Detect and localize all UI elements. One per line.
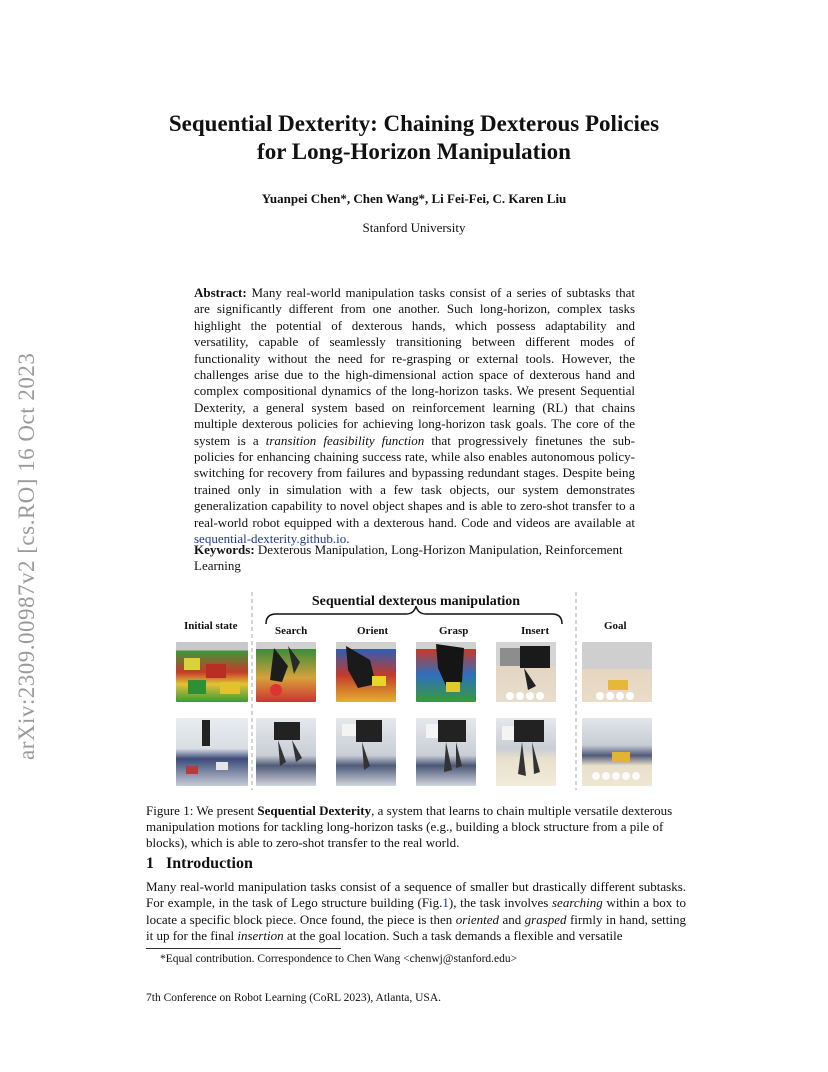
intro-emph-insertion: insertion [237, 928, 284, 944]
real-grasp-image [416, 718, 476, 786]
figure-header: Sequential dexterous manipulation [311, 594, 521, 609]
title-line-1: Sequential Dexterity: Chaining Dexterous Policies [168, 111, 660, 136]
keywords [194, 542, 635, 575]
footnote: *Equal contribution. Correspondence to Chen Wang <chenwj@stanford.edu> [160, 953, 518, 965]
arxiv-stamp: arXiv:2309.00987v2 [cs.RO] 16 Oct 2023 [14, 352, 39, 760]
real-insert-image [496, 718, 556, 786]
caption-prefix: Figure 1: We present [146, 803, 258, 818]
intro-paragraph [146, 879, 686, 945]
figure-caption [146, 803, 686, 851]
author-list: Yuanpei Chen*, Chen Wang*, Li Fei-Fei, C. Karen Liu [261, 191, 567, 206]
project-link[interactable]: sequential-dexterity.github.io [194, 531, 347, 547]
sim-orient-image [336, 642, 396, 702]
abstract-emphasis: transition feasibility function [265, 432, 425, 448]
abstract-text-2: that progressively finetunes the sub-policies for enhancing chaining success rate, while also enables autonomous policy-switching for recovery from failures and bypassing redundant stages. Despite being trained only in simulation with a few task objects, our system demonstrates generalization capability to novel object shapes and is able to zero-shot transfer to a real-world robot equipped with a dexterous hand. Code and videos are available at [194, 432, 635, 530]
real-search-image [256, 718, 316, 786]
stage-label-orient: Orient [357, 625, 389, 637]
stage-label-insert: Insert [521, 625, 550, 637]
intro-text-4: and [499, 911, 525, 927]
paper-title [0, 110, 828, 166]
intro-emph-searching: searching [551, 895, 603, 911]
real-orient-image [336, 718, 396, 786]
sim-grasp-image [416, 642, 476, 702]
stage-label-search: Search [275, 625, 308, 637]
intro-emph-grasped: grasped [524, 911, 567, 927]
goal-label: Goal [604, 620, 627, 632]
real-initial-state-image [176, 718, 248, 786]
footnote-rule [146, 948, 341, 949]
intro-text-3: within a box to locate a specific block piece. Once found, the piece is then [146, 895, 686, 927]
figure-reference[interactable]: 1 [442, 895, 449, 911]
title-line-2: for Long-Horizon Manipulation [257, 139, 571, 164]
initial-state-label: Initial state [184, 620, 238, 632]
intro-text-2: ), the task involves [448, 895, 552, 911]
caption-bold: Sequential Dexterity [257, 803, 372, 818]
abstract-label: Abstract: [194, 285, 247, 300]
intro-text-1: Many real-world manipulation tasks consist of a sequence of smaller but drastically different subtasks. For example, in the task of Lego structure building (Fig. [146, 879, 686, 911]
section-title: Introduction [166, 855, 253, 872]
intro-text-6: at the goal location. Such a task demands a flexible and versatile [283, 928, 623, 944]
sim-search-image [256, 642, 316, 702]
keywords-text: Dexterous Manipulation, Long-Horizon Manipulation, Reinforcement Learning [194, 542, 623, 574]
intro-text-5: firmly in hand, setting it up for the final [146, 911, 686, 944]
abstract-end: . [346, 531, 350, 547]
sim-initial-state-image [176, 642, 248, 702]
abstract [194, 285, 635, 548]
caption-rest: , a system that learns to chain multiple versatile dexterous manipulation motions for tackling long-horizon tasks (e.g., building a block structure from a pile of blocks), which is able to zero-shot transfer to the real world. [146, 803, 673, 850]
stage-label-grasp: Grasp [439, 625, 469, 637]
intro-emph-oriented: oriented [455, 911, 500, 927]
real-goal-image [582, 718, 652, 786]
stage-brace [266, 606, 562, 624]
section-heading [146, 855, 253, 873]
figure-1 [174, 590, 658, 790]
sim-goal-image [582, 642, 652, 702]
keywords-label: Keywords: [194, 542, 255, 557]
abstract-text-1: Many real-world manipulation tasks consist of a series of subtasks that are significantly different from one another. Such long-horizon, complex tasks highlight the potential of dexterous hands, which possess adaptability and versatility, capable of seamlessly transitioning between different modes of functionality without the need for re-grasping or external tools. However, the challenges arise due to the high-dimensional action space of dexterous hand and complex compositional dynamics of the long-horizon tasks. We present Sequential Dexterity, a general system based on reinforcement learning (RL) that chains multiple dexterous policies for achieving long-horizon task goals. The core of the system is a [194, 285, 635, 448]
affiliation: Stanford University [362, 220, 466, 235]
section-number: 1 [146, 855, 154, 872]
venue-line: 7th Conference on Robot Learning (CoRL 2023), Atlanta, USA. [146, 992, 442, 1004]
sim-insert-image [496, 642, 556, 702]
